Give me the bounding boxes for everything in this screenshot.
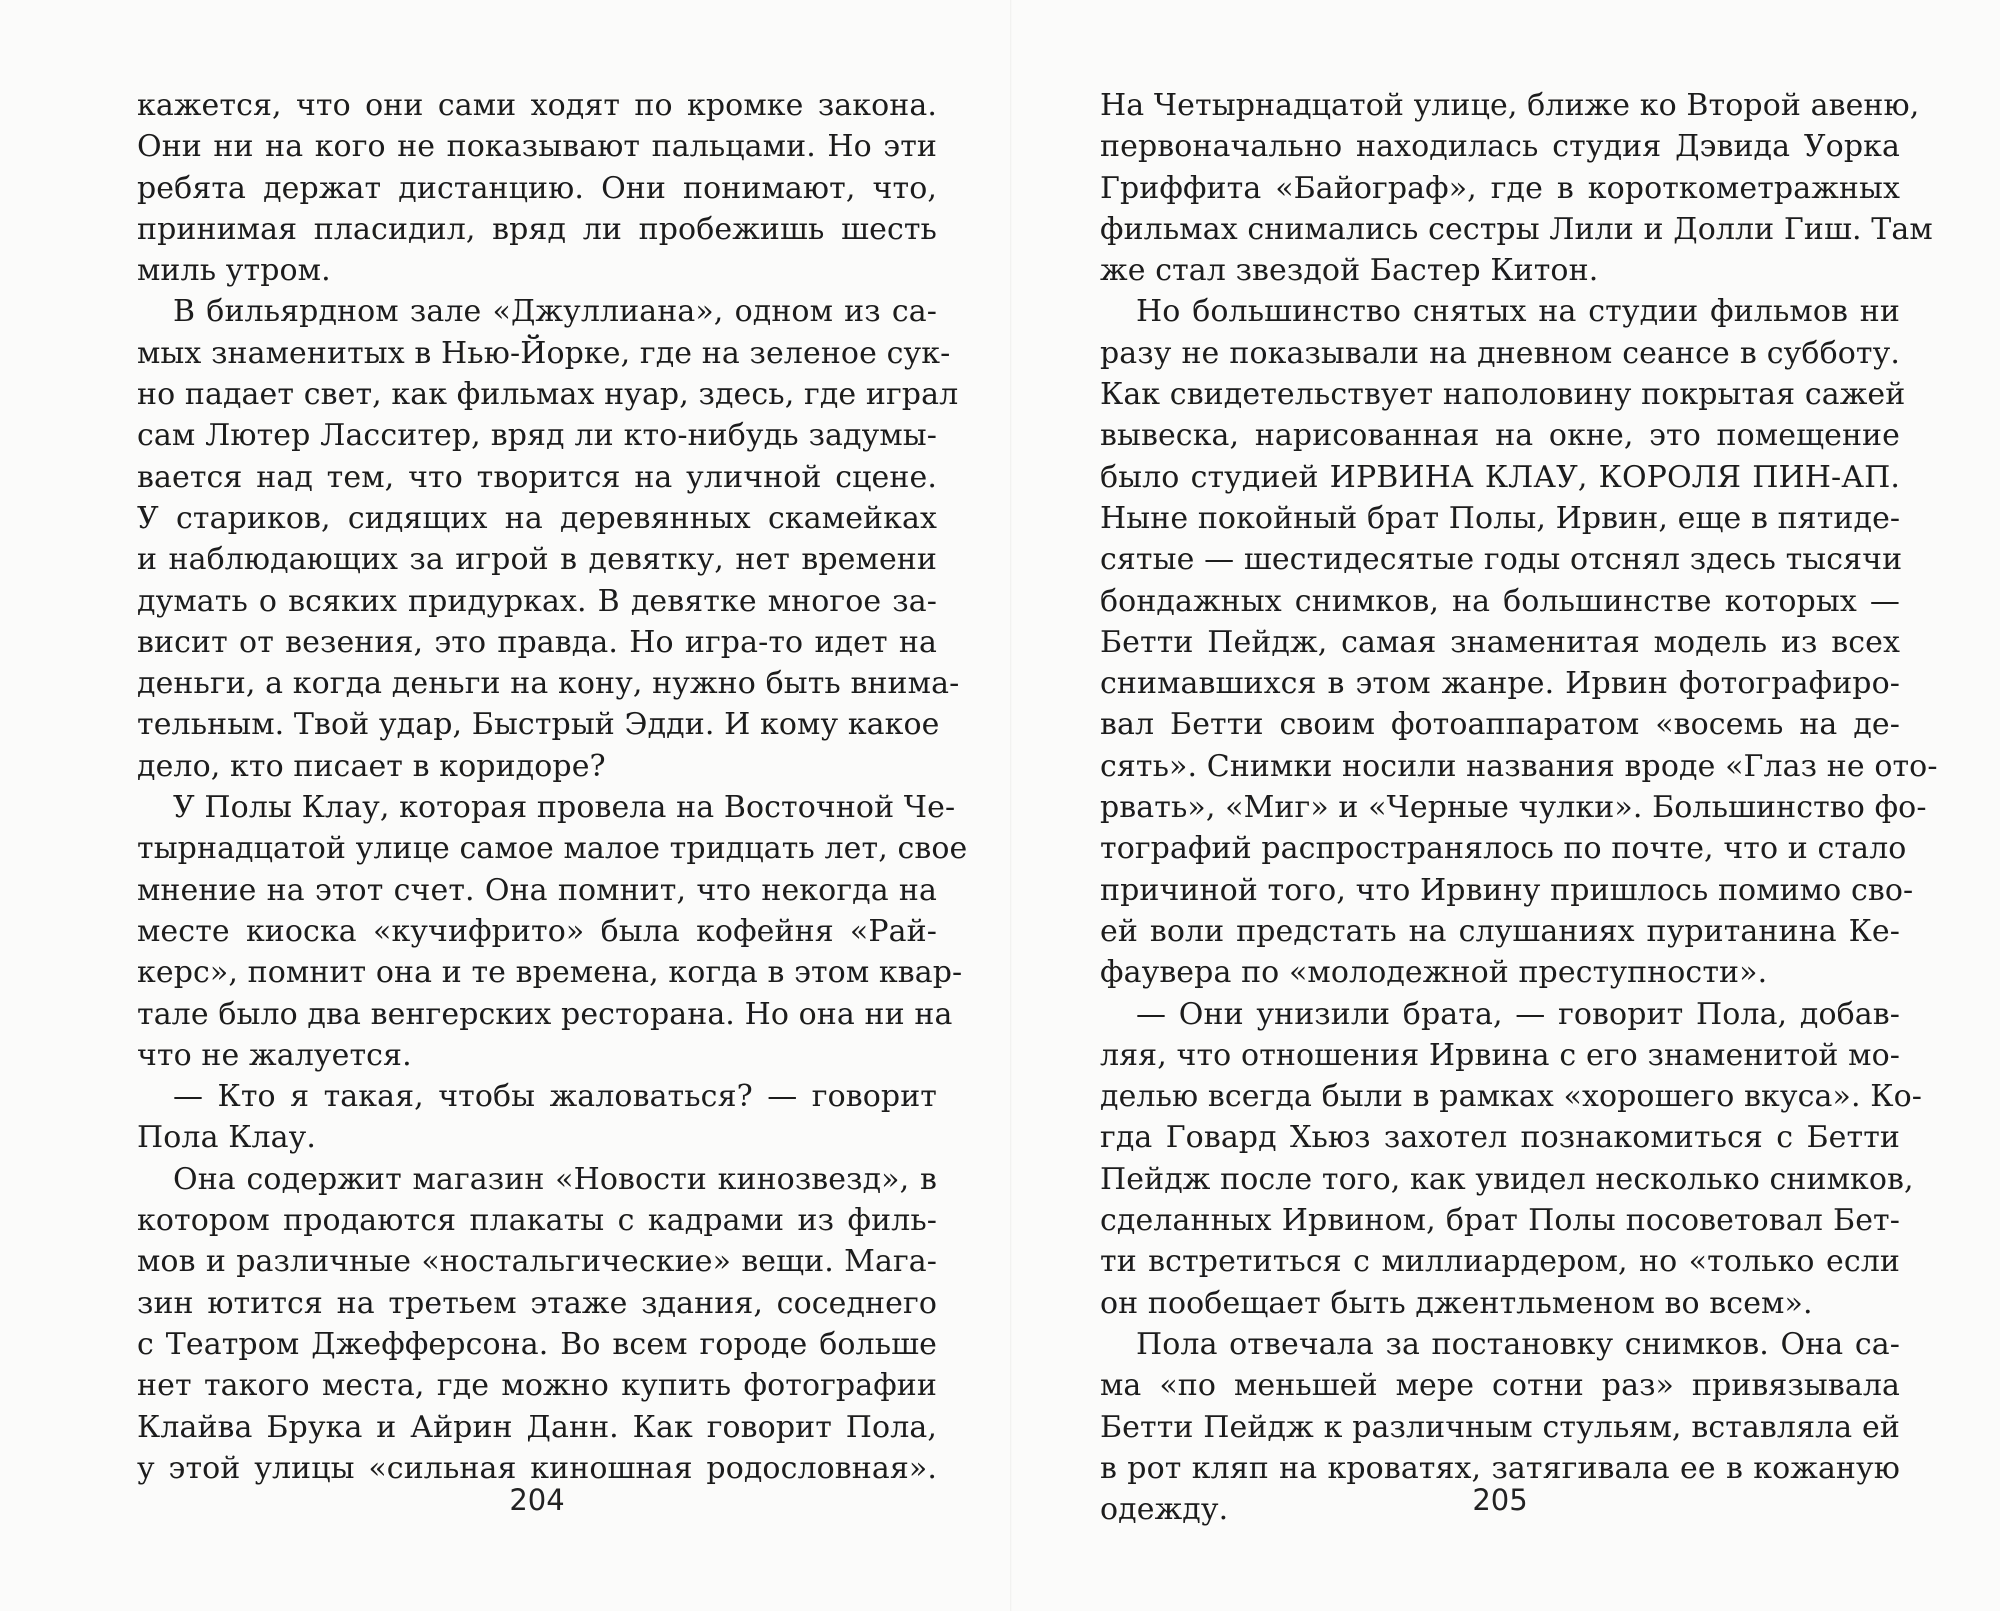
text-line: деньги, а когда деньги на кону, нужно быть внима- — [137, 666, 960, 702]
text-line: в рот кляп на кроватях, затягивала ее в кожаную — [1100, 1450, 1900, 1486]
text-line: рвать», «Миг» и «Черные чулки». Большинство фо- — [1100, 790, 1927, 826]
text-line: В бильярдном зале «Джуллиана», одном из са- — [173, 294, 937, 330]
text-line: Но большинство снятых на студии фильмов ни — [1136, 294, 1900, 330]
text-line: Гриффита «Байограф», где в короткометражных — [1100, 170, 1900, 206]
text-line: одежду. — [1100, 1492, 1229, 1528]
text-line: висит от везения, это правда. Но игра-то идет на — [137, 624, 937, 660]
text-line: бондажных снимков, на большинстве которых — — [1100, 583, 1900, 619]
text-line: Ныне покойный брат Полы, Ирвин, еще в пятиде- — [1100, 500, 1901, 536]
text-line: месте киоска «кучифрито» была кофейня «Рай- — [137, 913, 937, 949]
text-line: Пола Клау. — [137, 1120, 317, 1156]
text-line: принимая пласидил, вряд ли пробежишь шесть — [137, 211, 937, 247]
text-line: тырнадцатой улице самое малое тридцать лет, свое — [137, 831, 968, 867]
text-line: мых знаменитых в Нью-Йорке, где на зеленое сук- — [137, 335, 951, 371]
text-line: дело, кто писает в коридоре? — [137, 748, 606, 784]
left-page-text — [137, 85, 968, 1489]
text-line: нет такого места, где можно купить фотографии — [137, 1368, 937, 1404]
text-line: На Четырнадцатой улице, ближе ко Второй авеню, — [1100, 88, 1920, 123]
text-line: Клайва Брука и Айрин Данн. Как говорит Пола, — [137, 1409, 937, 1445]
text-line: тельным. Твой удар, Быстрый Эдди. И кому какое — [137, 707, 940, 743]
book-gutter — [1010, 0, 1012, 1611]
text-line: ма «по меньшей мере сотни раз» привязывала — [1100, 1368, 1900, 1404]
text-line: У Полы Клау, которая провела на Восточной Че- — [173, 790, 956, 826]
text-line: разу не показывали на дневном сеансе в субботу. — [1100, 335, 1900, 371]
text-line: ребята держат дистанцию. Они понимают, что, — [137, 170, 937, 206]
text-line: у этой улицы «сильная киношная родословная». — [137, 1450, 937, 1486]
text-line: с Театром Джефферсона. Во всем городе больше — [137, 1326, 937, 1362]
text-line: Она содержит магазин «Новости кинозвезд», в — [173, 1161, 937, 1197]
text-line: снимавшихся в этом жанре. Ирвин фотографиро- — [1100, 666, 1900, 702]
text-line: причиной того, что Ирвину пришлось помимо сво- — [1100, 872, 1914, 908]
text-line: делью всегда были в рамках «хорошего вкуса». Ко- — [1100, 1079, 1922, 1115]
text-line: ей воли предстать на слушаниях пуританина Ке- — [1100, 913, 1900, 949]
text-line: гда Говард Хьюз захотел познакомиться с Бетти — [1100, 1120, 1900, 1156]
text-line: первоначально находилась студия Дэвида Уорка — [1100, 129, 1900, 165]
text-line: Пола отвечала за постановку снимков. Она са- — [1136, 1326, 1900, 1362]
text-line: вал Бетти своим фотоаппаратом «восемь на де- — [1100, 707, 1900, 743]
text-line: Бетти Пейдж к различным стульям, вставляла ей — [1100, 1409, 1900, 1445]
right-page-number: 205 — [1472, 1483, 1528, 1517]
text-line: и наблюдающих за игрой в девятку, нет времени — [137, 542, 937, 578]
text-line: тографий распространялось по почте, что и стало — [1100, 831, 1907, 867]
text-line: сам Лютер Ласситер, вряд ли кто-нибудь задумы- — [137, 418, 937, 454]
text-line: же стал звездой Бастер Китон. — [1100, 253, 1599, 289]
text-line: фаувера по «молодежной преступности». — [1100, 955, 1768, 991]
text-line: он пообещает быть джентльменом во всем». — [1100, 1285, 1813, 1321]
text-line: — Они унизили брата, — говорит Пола, добав- — [1136, 996, 1900, 1032]
text-line: ляя, что отношения Ирвина с его знаменитой мо- — [1100, 1037, 1900, 1073]
left-page — [137, 85, 968, 1517]
left-page-number: 204 — [509, 1483, 565, 1517]
text-line: вывеска, нарисованная на окне, это помещение — [1100, 418, 1900, 454]
text-line: тале было два венгерских ресторана. Но она ни на — [137, 996, 953, 1032]
text-line: У стариков, сидящих на деревянных скамейках — [137, 500, 937, 536]
text-line: Бетти Пейдж, самая знаменитая модель из всех — [1100, 624, 1900, 660]
text-line: думать о всяких придурках. В девятке многое за- — [137, 583, 937, 619]
text-line: фильмах снимались сестры Лили и Долли Гиш. Там — [1100, 211, 1933, 247]
text-line: мнение на этот счет. Она помнит, что некогда на — [137, 872, 937, 908]
right-page-text — [1100, 85, 1938, 1530]
text-line: Пейдж после того, как увидел несколько снимков, — [1100, 1161, 1914, 1197]
text-line: миль утром. — [137, 253, 331, 289]
text-line: зин ютится на третьем этаже здания, соседнего — [137, 1285, 937, 1321]
text-line: мов и различные «ностальгические» вещи. Мага- — [137, 1244, 937, 1280]
text-line: Они ни на кого не показывают пальцами. Но эти — [137, 129, 937, 165]
text-line: котором продаются плакаты с кадрами из филь- — [137, 1203, 937, 1239]
text-line: было студией ИРВИНА КЛАУ, КОРОЛЯ ПИН-АП. — [1100, 459, 1900, 495]
text-line: сделанных Ирвином, брат Полы посоветовал Бет- — [1100, 1203, 1900, 1239]
text-line: сятые — шестидесятые годы отснял здесь тысячи — [1100, 542, 1903, 578]
text-line: кажется, что они сами ходят по кромке закона. — [137, 88, 937, 123]
text-line: ти встретиться с миллиардером, но «только если — [1100, 1244, 1900, 1280]
text-line: — Кто я такая, чтобы жаловаться? — говорит — [173, 1079, 937, 1115]
text-line: сять». Снимки носили названия вроде «Глаз не ото- — [1100, 748, 1938, 784]
text-line: Как свидетельствует наполовину покрытая сажей — [1100, 377, 1906, 413]
text-line: что не жалуется. — [137, 1037, 412, 1073]
text-line: керс», помнит она и те времена, когда в этом квар- — [137, 955, 963, 991]
text-line: вается над тем, что творится на уличной сцене. — [137, 459, 937, 495]
text-line: но падает свет, как фильмах нуар, здесь, где играл — [137, 377, 959, 413]
right-page — [1100, 85, 1938, 1528]
